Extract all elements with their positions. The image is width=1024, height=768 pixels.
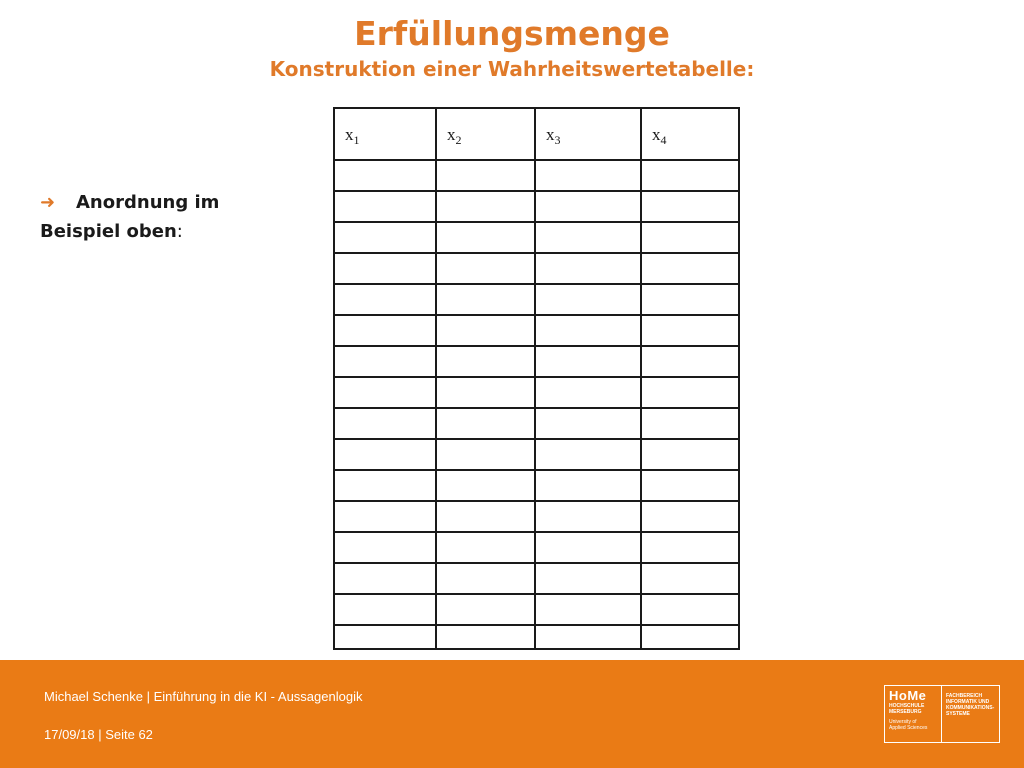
header-cell-x3 [535, 108, 641, 160]
table-cell [334, 625, 436, 649]
table-cell [436, 563, 535, 594]
table-cell [334, 439, 436, 470]
header-index: 4 [660, 133, 667, 147]
table-row [334, 160, 739, 191]
logo-mark: HoMe [889, 688, 927, 703]
footer-date-page: 17/09/18 | Seite 62 [44, 727, 153, 742]
table-cell [535, 439, 641, 470]
table-cell [436, 377, 535, 408]
header-var: x [345, 125, 354, 144]
table-cell [641, 191, 739, 222]
logo-dept-line4: SYSTEME [946, 711, 970, 717]
table-cell [436, 253, 535, 284]
header-var: x [652, 125, 661, 144]
table-cell [334, 160, 436, 191]
table-cell [334, 408, 436, 439]
table-cell [641, 160, 739, 191]
table-cell [334, 315, 436, 346]
table-cell [641, 470, 739, 501]
table-cell [334, 470, 436, 501]
table-cell [641, 222, 739, 253]
table-row [334, 346, 739, 377]
table-row [334, 253, 739, 284]
table-cell [436, 625, 535, 649]
table-cell [334, 377, 436, 408]
table-cell [535, 625, 641, 649]
bullet-text: Anordnung im Beispiel oben [40, 192, 220, 242]
table-cell [436, 315, 535, 346]
logo-dept-line3: KOMMUNIKATIONS- [946, 705, 995, 711]
table-cell [436, 191, 535, 222]
table-cell [641, 594, 739, 625]
table-row [334, 563, 739, 594]
table-cell [334, 191, 436, 222]
table-cell [436, 346, 535, 377]
table-cell [535, 222, 641, 253]
table-cell [641, 625, 739, 649]
header-index: 2 [455, 133, 462, 147]
table-cell [334, 501, 436, 532]
table-cell [334, 222, 436, 253]
logo-name-line2: MERSEBURG [889, 709, 922, 715]
bullet-point [40, 188, 280, 246]
table-cell [641, 408, 739, 439]
table-cell [641, 253, 739, 284]
table-cell [334, 284, 436, 315]
table-cell [436, 470, 535, 501]
table-cell [535, 563, 641, 594]
arrow-right-icon: ➜ [40, 192, 56, 213]
table-row [334, 501, 739, 532]
table-cell [535, 160, 641, 191]
table-cell [535, 532, 641, 563]
slide-title: Erfüllungsmenge [354, 14, 670, 53]
table-cell [641, 439, 739, 470]
table-cell [334, 253, 436, 284]
table-cell [436, 160, 535, 191]
table-cell [641, 346, 739, 377]
header-cell-x2 [436, 108, 535, 160]
table-cell [436, 284, 535, 315]
table-row [334, 532, 739, 563]
table-row [334, 222, 739, 253]
logo-tagline-line1: University of [889, 719, 917, 725]
table-cell [641, 284, 739, 315]
table-row [334, 315, 739, 346]
logo-divider [941, 686, 942, 742]
table-cell [436, 408, 535, 439]
header-var: x [546, 125, 555, 144]
table-cell [641, 532, 739, 563]
table-cell [535, 594, 641, 625]
table-cell [535, 377, 641, 408]
table-cell [334, 532, 436, 563]
footer-bar [0, 660, 1024, 768]
table-cell [436, 501, 535, 532]
table-cell [535, 408, 641, 439]
table-row [334, 408, 739, 439]
table-cell [535, 284, 641, 315]
logo-department [946, 693, 996, 717]
truth-table-header-row [334, 108, 739, 160]
logo-dept-line2: INFORMATIK UND [946, 699, 990, 705]
truth-table [333, 107, 740, 650]
logo-tagline-line2: Applied Sciences [889, 725, 928, 731]
truth-table-body [334, 108, 739, 649]
table-cell [535, 501, 641, 532]
header-cell-x4 [641, 108, 739, 160]
table-cell [641, 315, 739, 346]
table-cell [535, 191, 641, 222]
table-cell [535, 315, 641, 346]
table-cell [436, 222, 535, 253]
table-row [334, 284, 739, 315]
logo-dept-line1: FACHBEREICH [946, 693, 983, 699]
header-index: 3 [554, 133, 561, 147]
table-row [334, 470, 739, 501]
table-cell [436, 439, 535, 470]
table-cell [436, 532, 535, 563]
header-var: x [447, 125, 456, 144]
table-cell [334, 563, 436, 594]
header-index: 1 [353, 133, 360, 147]
university-logo [884, 685, 1000, 743]
table-row [334, 594, 739, 625]
table-cell [641, 501, 739, 532]
table-cell [641, 563, 739, 594]
table-cell [334, 594, 436, 625]
table-cell [535, 346, 641, 377]
bullet-colon: : [176, 221, 183, 242]
logo-name-line1: HOCHSCHULE [889, 703, 925, 709]
table-cell [334, 346, 436, 377]
table-row [334, 377, 739, 408]
header-cell-x1 [334, 108, 436, 160]
table-cell [535, 253, 641, 284]
slide-subtitle: Konstruktion einer Wahrheitswertetabelle: [269, 57, 755, 81]
table-row [334, 625, 739, 649]
table-cell [535, 470, 641, 501]
footer-author-course: Michael Schenke | Einführung in die KI - Aussagenlogik [44, 689, 363, 704]
table-cell [436, 594, 535, 625]
table-row [334, 191, 739, 222]
table-cell [641, 377, 739, 408]
logo-left [889, 689, 939, 731]
table-row [334, 439, 739, 470]
